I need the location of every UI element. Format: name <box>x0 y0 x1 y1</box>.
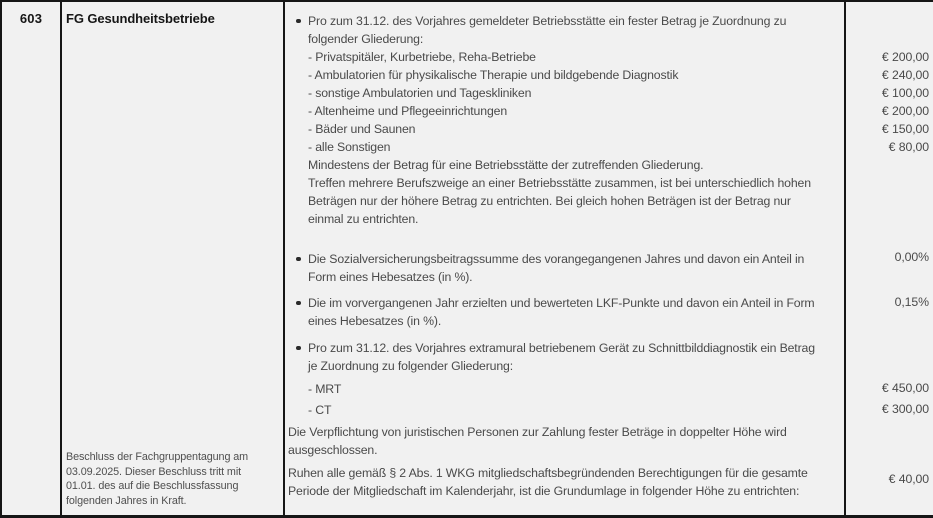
list-item: - MRT <box>308 382 342 396</box>
amount-value: € 40,00 <box>888 472 929 486</box>
column-divider-2 <box>283 2 285 515</box>
bullet-item-schnittbilddiagnostik <box>288 339 840 422</box>
amount-value: € 300,00 <box>881 402 929 416</box>
text-line: ausgeschlossen. <box>288 443 378 457</box>
text-line: je Zuordnung zu folgender Gliederung: <box>308 359 514 373</box>
text-line: Beträgen nur der höhere Betrag zu entrichten. Bei gleich hohen Beträgen ist der Betrag nur <box>308 194 791 208</box>
amount-value: € 450,00 <box>881 381 929 395</box>
footnote-line: folgenden Jahres in Kraft. <box>66 494 187 507</box>
list-item: - Altenheime und Pflegeeinrichtungen <box>308 104 508 118</box>
text-line: Die Verpflichtung von juristischen Personen zur Zahlung fester Beträge in doppelter Höhe wird <box>288 425 787 439</box>
text-line: Mindestens der Betrag für eine Betriebsstätte der zutreffenden Gliederung. <box>308 158 704 172</box>
bullet-item-sozialversicherung <box>288 250 840 286</box>
amount-value: € 150,00 <box>881 122 929 136</box>
amount-column-divider <box>844 2 846 515</box>
text-line: Die im vorvergangenen Jahr erzielten und bewerteten LKF-Punkte und davon ein Anteil in Form <box>308 296 815 310</box>
amount-value: € 240,00 <box>881 68 929 82</box>
text-line: Treffen mehrere Berufszweige an einer Betriebsstätte zusammen, ist bei unterschiedlich hohen <box>308 176 811 190</box>
amount-value: € 100,00 <box>881 86 929 100</box>
footnote-line: 03.09.2025. Dieser Beschluss tritt mit <box>66 465 242 478</box>
bullet-icon <box>296 257 301 262</box>
group-name: FG Gesundheitsbetriebe <box>66 11 215 26</box>
paragraph-ruhende-berechtigungen <box>288 464 840 500</box>
text-line: einmal zu entrichten. <box>308 212 419 226</box>
text-line: Pro zum 31.12. des Vorjahres gemeldeter Betriebsstätte ein fester Betrag je Zuordnung zu <box>308 14 787 28</box>
bullet-icon <box>296 301 301 306</box>
bullet-item-lkf-punkte <box>288 294 840 330</box>
resolution-footnote <box>66 450 278 508</box>
list-item: - CT <box>308 403 332 417</box>
footnote-line: Beschluss der Fachgruppentagung am <box>66 451 249 463</box>
text-line: Form eines Hebesatzes (in %). <box>308 270 473 284</box>
amount-value: € 80,00 <box>888 140 929 154</box>
text-line: Pro zum 31.12. des Vorjahres extramural betriebenem Gerät zu Schnittbilddiagnostik ein Betrag <box>308 341 815 355</box>
list-item: - sonstige Ambulatorien und Tageskliniken <box>308 86 532 100</box>
list-item: - Privatspitäler, Kurbetriebe, Reha-Betriebe <box>308 50 536 64</box>
text-line: Periode der Mitgliedschaft im Kalenderjahr, ist die Grundumlage in folgender Höhe zu entrichten: <box>288 484 800 498</box>
footnote-line: 01.01. des auf die Beschlussfassung <box>66 480 239 492</box>
column-divider-1 <box>60 2 62 515</box>
amount-value: 0,15% <box>894 295 929 309</box>
amount-value: 0,00% <box>894 250 929 264</box>
text-line: folgender Gliederung: <box>308 32 424 46</box>
bullet-icon <box>296 346 301 351</box>
list-item: - Bäder und Saunen <box>308 122 416 136</box>
amount-value: € 200,00 <box>881 104 929 118</box>
paragraph-juristische-personen <box>288 423 840 459</box>
text-line: eines Hebesatzes (in %). <box>308 314 442 328</box>
description-column <box>288 12 840 500</box>
group-number: 603 <box>19 11 43 26</box>
text-line: Ruhen alle gemäß § 2 Abs. 1 WKG mitgliedschaftsbegründenden Berechtigungen für die gesamte <box>288 466 808 480</box>
bullet-icon <box>296 19 301 24</box>
list-item: - alle Sonstigen <box>308 140 391 154</box>
bullet-item-betriebsstaette <box>288 12 840 228</box>
text-line: Die Sozialversicherungsbeitragssumme des vorangegangenen Jahres und davon ein Anteil in <box>308 252 805 266</box>
amount-value: € 200,00 <box>881 50 929 64</box>
list-item: - Ambulatorien für physikalische Therapie und bildgebende Diagnostik <box>308 68 679 82</box>
